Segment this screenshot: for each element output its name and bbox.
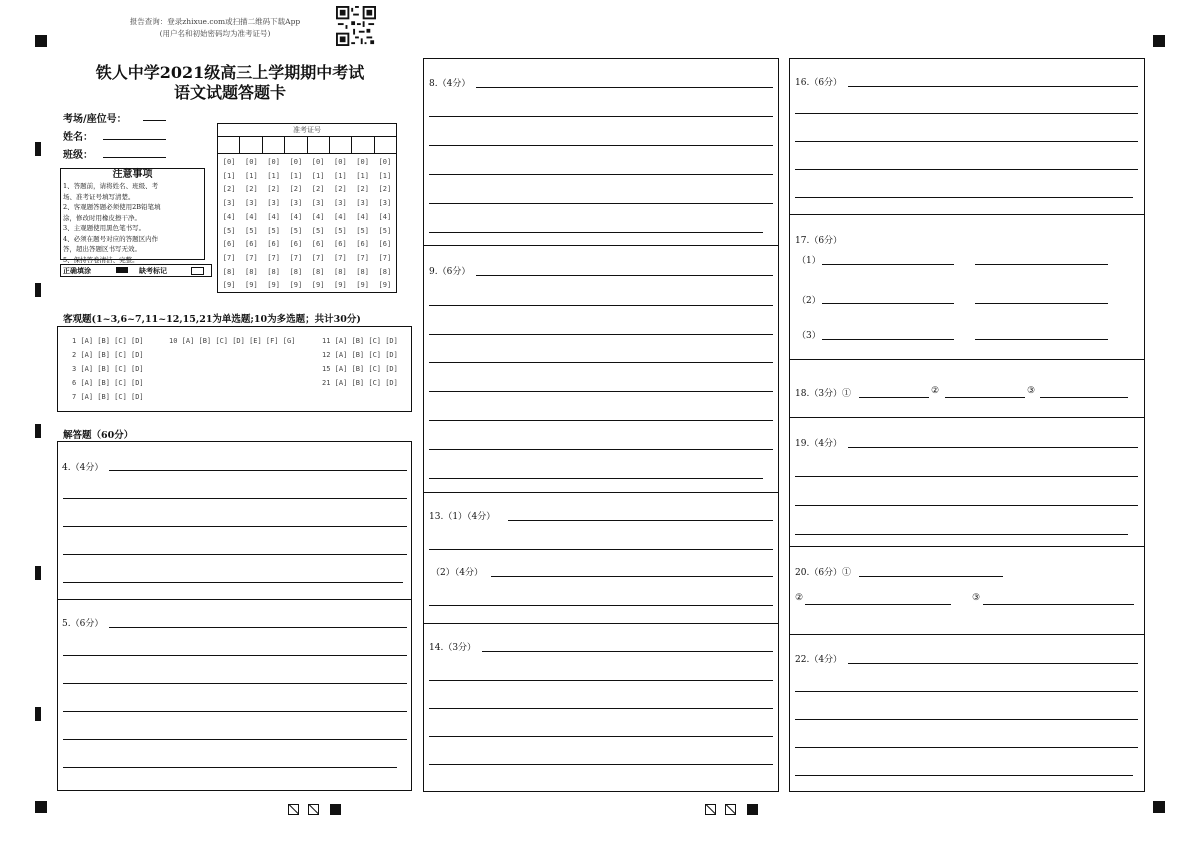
admission-digit-column	[329, 154, 351, 293]
timing-mark	[35, 566, 41, 580]
admission-digit-bubble[interactable]: [9]	[245, 281, 258, 290]
admission-digit-bubble[interactable]: [2]	[356, 185, 369, 194]
missing-mark-label: 缺考标记	[139, 266, 167, 275]
page-mark-empty	[288, 804, 299, 815]
exam-subtitle: 语文试题答题卡	[173, 83, 286, 102]
answer-line[interactable]	[975, 264, 1108, 265]
admission-digit-bubble[interactable]: [8]	[311, 267, 325, 276]
admission-digit-bubble[interactable]: [6]	[289, 240, 303, 249]
answer-line[interactable]	[795, 775, 1133, 776]
q17-2-label: （2）	[797, 296, 821, 306]
admission-digit-bubble[interactable]: [8]	[245, 267, 258, 276]
admission-digit-bubble[interactable]: [4]	[311, 212, 325, 221]
admission-digit-bubble[interactable]: [5]	[378, 226, 392, 235]
answer-line[interactable]	[983, 604, 1134, 605]
objective-answer-box	[57, 326, 412, 412]
class-label: 班级：	[63, 150, 93, 161]
admission-digit-bubble[interactable]: [7]	[267, 253, 280, 262]
q13-2-label: （2）（4分）	[431, 568, 483, 578]
q17-label: 17.（6分）	[795, 236, 843, 246]
answer-line[interactable]	[429, 116, 773, 117]
q18-b-label: ②	[931, 386, 940, 396]
admission-digit-bubble[interactable]: [7]	[334, 253, 347, 262]
objective-item[interactable]: 3 [A] [B] [C] [D]	[72, 365, 144, 373]
notice-line: 场、准考证号填写清楚。	[63, 192, 135, 201]
answer-line[interactable]	[429, 549, 773, 550]
answer-line[interactable]	[795, 113, 1138, 114]
answer-line[interactable]	[848, 86, 1138, 87]
correct-fill-sample	[116, 267, 128, 273]
admission-digit-bubble[interactable]: [4]	[245, 212, 258, 221]
page-mark-filled	[747, 804, 758, 815]
admission-write-cell[interactable]	[375, 137, 396, 153]
answer-line[interactable]	[429, 736, 773, 737]
timing-mark	[35, 707, 41, 721]
answer-line[interactable]	[429, 174, 773, 175]
answer-line[interactable]	[491, 576, 773, 577]
admission-digit-bubble[interactable]: [4]	[378, 212, 392, 221]
answer-line[interactable]	[429, 478, 763, 479]
admission-digit-bubble[interactable]: [9]	[378, 281, 392, 290]
answer-line[interactable]	[429, 449, 773, 450]
answer-line[interactable]	[476, 87, 773, 88]
page-mark-empty	[725, 804, 736, 815]
subjective-label: 解答题（60分）	[63, 430, 134, 441]
objective-item[interactable]: 7 [A] [B] [C] [D]	[72, 393, 144, 401]
timing-mark	[35, 283, 41, 297]
q4-label: 4.（4分）	[62, 463, 104, 473]
answer-line[interactable]	[508, 520, 773, 521]
notice-line: 涂，修改时用橡皮擦干净。	[63, 213, 141, 222]
admission-digit-bubble[interactable]: [2]	[311, 185, 325, 194]
answer-line[interactable]	[859, 576, 1003, 577]
objective-item[interactable]: 6 [A] [B] [C] [D]	[72, 379, 144, 387]
notice-line: 2、客观题答题必须使用2B铅笔填	[63, 203, 161, 211]
admission-digit-column	[374, 154, 396, 293]
admission-digit-bubble[interactable]: [4]	[334, 212, 347, 221]
admission-digit-bubble[interactable]: [7]	[356, 253, 369, 262]
admission-digit-column	[307, 154, 329, 293]
admission-digit-bubble[interactable]: [5]	[356, 226, 369, 235]
notice-line: 5、保持答卷清洁、完整。	[63, 255, 139, 264]
answer-line[interactable]	[429, 362, 773, 363]
corner-mark-top-right	[1153, 35, 1165, 47]
answer-line[interactable]	[476, 275, 773, 276]
q16-label: 16.（6分）	[795, 78, 843, 88]
admission-digit-bubble[interactable]: [4]	[267, 212, 280, 221]
panel-divider	[789, 214, 1145, 215]
admission-write-cell[interactable]	[218, 137, 240, 153]
admission-digit-bubble[interactable]: [0]	[334, 158, 347, 166]
notice-line: 4、必须在题号对应的答题区内作	[63, 234, 159, 243]
admission-write-row	[218, 137, 396, 154]
q5-label: 5.（6分）	[62, 619, 104, 629]
admission-digit-bubble[interactable]: [3]	[222, 199, 236, 208]
admission-digit-bubble[interactable]: [2]	[334, 185, 347, 194]
admission-digit-bubble[interactable]: [8]	[267, 267, 280, 276]
answer-line[interactable]	[822, 264, 954, 265]
correct-fill-label: 正确填涂	[63, 266, 91, 275]
answer-line[interactable]	[795, 169, 1138, 170]
notice-line: 3、主观题使用黑色笔书写。	[63, 224, 146, 232]
panel-divider	[423, 623, 779, 624]
admission-digit-bubble[interactable]: [8]	[356, 267, 369, 276]
q9-label: 9.（6分）	[429, 267, 471, 277]
answer-line[interactable]	[795, 141, 1138, 142]
corner-mark-bottom-left	[35, 801, 47, 813]
admission-digit-bubble[interactable]: [0]	[378, 158, 392, 166]
admission-digit-bubble[interactable]: [5]	[289, 226, 303, 235]
admission-digit-bubble[interactable]: [2]	[267, 185, 280, 194]
admission-digit-bubble[interactable]: [3]	[289, 199, 303, 208]
admission-bubble-grid	[218, 154, 396, 293]
admission-digit-bubble[interactable]: [5]	[311, 226, 325, 235]
admission-write-cell[interactable]	[240, 137, 262, 153]
panel-divider	[789, 546, 1145, 547]
name-label: 姓名：	[63, 132, 93, 143]
timing-mark	[35, 142, 41, 156]
admission-digit-bubble[interactable]: [4]	[356, 212, 369, 221]
admission-write-cell[interactable]	[330, 137, 352, 153]
answer-line[interactable]	[848, 663, 1138, 664]
admission-digit-bubble[interactable]: [0]	[267, 158, 280, 166]
admission-digit-bubble[interactable]: [5]	[267, 226, 280, 235]
admission-digit-bubble[interactable]: [7]	[289, 253, 303, 262]
answer-line[interactable]	[945, 397, 1025, 398]
admission-digit-bubble[interactable]: [9]	[289, 281, 303, 290]
answer-line[interactable]	[482, 651, 773, 652]
admission-digit-bubble[interactable]: [9]	[334, 281, 347, 290]
answer-line[interactable]	[429, 420, 773, 421]
answer-line[interactable]	[63, 711, 407, 712]
admission-digit-bubble[interactable]: [2]	[245, 185, 258, 194]
answer-line[interactable]	[429, 764, 773, 765]
admission-digit-bubble[interactable]: [5]	[245, 226, 258, 235]
admission-digit-bubble[interactable]: [2]	[378, 185, 392, 194]
answer-line[interactable]	[795, 719, 1138, 720]
answer-line[interactable]	[795, 476, 1138, 477]
page-mark-empty	[308, 804, 319, 815]
room-seat-label: 考场/座位号：	[63, 114, 127, 125]
admission-digit-bubble[interactable]: [2]	[222, 185, 236, 194]
q17-3-label: （3）	[797, 331, 821, 341]
admission-digit-bubble[interactable]: [6]	[245, 240, 258, 249]
admission-digit-bubble[interactable]: [1]	[245, 171, 258, 180]
panel-divider	[423, 492, 779, 493]
objective-item[interactable]: 15 [A] [B] [C] [D]	[322, 365, 398, 373]
admission-digit-bubble[interactable]: [0]	[222, 158, 236, 166]
report-sub: (用户名和初始密码均为准考证号)	[159, 29, 271, 38]
q13-1-label: 13.（1）（4分）	[429, 512, 496, 522]
answer-line[interactable]	[109, 627, 407, 628]
report-note	[100, 16, 330, 40]
q22-label: 22.（4分）	[795, 655, 843, 665]
missing-mark-box[interactable]	[191, 267, 204, 275]
notice-line: 1、答题前，请将姓名、班级、考	[63, 182, 159, 190]
objective-label: 客观题(1~3,6~7,11~12,15,21为单选题;10为多选题；共计30分)	[63, 314, 361, 325]
admission-digit-bubble[interactable]: [1]	[289, 171, 303, 180]
admission-write-cell[interactable]	[308, 137, 330, 153]
answer-line[interactable]	[63, 582, 403, 583]
report-line: 报告查询：登录zhixue.com或扫描二维码下载App	[129, 17, 301, 26]
answer-line[interactable]	[429, 605, 773, 606]
admission-digit-bubble[interactable]: [2]	[289, 185, 303, 194]
admission-write-cell[interactable]	[263, 137, 285, 153]
qr-code-icon	[336, 6, 376, 46]
admission-digit-bubble[interactable]: [6]	[311, 240, 325, 249]
admission-digit-bubble[interactable]: [7]	[222, 253, 236, 262]
answer-line[interactable]	[822, 339, 954, 340]
panel-divider	[789, 359, 1145, 360]
answer-line[interactable]	[63, 739, 407, 740]
panel-divider	[789, 634, 1145, 635]
admission-digit-bubble[interactable]: [5]	[222, 226, 236, 235]
admission-digit-bubble[interactable]: [4]	[289, 212, 303, 221]
answer-line[interactable]	[859, 397, 929, 398]
notice-title: 注意事项	[112, 169, 153, 180]
q20-b-label: ②	[795, 593, 804, 603]
answer-line[interactable]	[805, 604, 951, 605]
q14-label: 14.（3分）	[429, 643, 477, 653]
admission-digit-column	[263, 154, 285, 293]
exam-title: 铁人中学2021级高三上学期期中考试	[95, 63, 365, 82]
admission-digit-bubble[interactable]: [3]	[267, 199, 280, 208]
admission-digit-column	[240, 154, 262, 293]
answer-panel-middle	[423, 58, 779, 792]
admission-digit-column	[218, 154, 240, 293]
answer-line[interactable]	[429, 334, 773, 335]
answer-line[interactable]	[795, 534, 1128, 535]
admission-digit-bubble[interactable]: [9]	[356, 281, 369, 290]
admission-write-cell[interactable]	[285, 137, 307, 153]
objective-item[interactable]: 21 [A] [B] [C] [D]	[322, 379, 398, 387]
notice-box	[60, 168, 205, 264]
admission-digit-bubble[interactable]: [1]	[222, 171, 236, 180]
admission-digit-bubble[interactable]: [1]	[334, 171, 347, 180]
admission-digit-bubble[interactable]: [6]	[222, 240, 236, 249]
q8-label: 8.（4分）	[429, 79, 471, 89]
answer-line[interactable]	[795, 747, 1138, 748]
answer-line[interactable]	[429, 232, 763, 233]
class-field[interactable]	[103, 157, 166, 158]
objective-item[interactable]: 2 [A] [B] [C] [D]	[72, 351, 144, 359]
admission-digit-bubble[interactable]: [7]	[311, 253, 325, 262]
page-mark-filled	[330, 804, 341, 815]
admission-title: 准考证号	[218, 124, 396, 137]
admission-digit-bubble[interactable]: [8]	[289, 267, 303, 276]
panel-divider	[57, 599, 412, 600]
answer-line[interactable]	[109, 470, 407, 471]
admission-digit-bubble[interactable]: [0]	[289, 158, 303, 166]
answer-line[interactable]	[1040, 397, 1128, 398]
admission-digit-bubble[interactable]: [9]	[222, 281, 236, 290]
answer-line[interactable]	[429, 680, 773, 681]
objective-item[interactable]: 1 [A] [B] [C] [D]	[72, 337, 144, 345]
answer-line[interactable]	[795, 505, 1138, 506]
admission-digit-bubble[interactable]: [8]	[222, 267, 236, 276]
answer-line[interactable]	[63, 655, 407, 656]
admission-digit-bubble[interactable]: [3]	[245, 199, 258, 208]
objective-item[interactable]: 11 [A] [B] [C] [D]	[322, 337, 398, 345]
answer-line[interactable]	[795, 691, 1138, 692]
answer-line[interactable]	[429, 203, 773, 204]
answer-line[interactable]	[63, 498, 407, 499]
admission-write-cell[interactable]	[352, 137, 374, 153]
admission-digit-bubble[interactable]: [7]	[378, 253, 392, 262]
admission-number-grid	[217, 123, 397, 293]
admission-digit-bubble[interactable]: [6]	[356, 240, 369, 249]
admission-digit-column	[285, 154, 307, 293]
admission-digit-bubble[interactable]: [0]	[356, 158, 369, 166]
room-seat-field[interactable]	[143, 120, 166, 121]
q20-label: 20.（6分）①	[795, 568, 852, 578]
answer-line[interactable]	[975, 339, 1108, 340]
notice-line: 答，超出答题区书写无效。	[63, 245, 141, 253]
corner-mark-bottom-right	[1153, 801, 1165, 813]
admission-digit-bubble[interactable]: [7]	[245, 253, 258, 262]
admission-digit-bubble[interactable]: [9]	[311, 281, 325, 290]
answer-line[interactable]	[429, 708, 773, 709]
admission-digit-bubble[interactable]: [1]	[378, 171, 392, 180]
admission-digit-bubble[interactable]: [4]	[222, 212, 236, 221]
admission-digit-bubble[interactable]: [6]	[378, 240, 392, 249]
corner-mark-top-left	[35, 35, 47, 47]
answer-line[interactable]	[848, 447, 1138, 448]
answer-line[interactable]	[63, 767, 397, 768]
answer-line[interactable]	[429, 391, 773, 392]
admission-digit-bubble[interactable]: [8]	[378, 267, 392, 276]
admission-digit-bubble[interactable]: [3]	[311, 199, 325, 208]
admission-digit-bubble[interactable]: [8]	[334, 267, 347, 276]
admission-digit-bubble[interactable]: [1]	[356, 171, 369, 180]
answer-line[interactable]	[63, 683, 407, 684]
admission-digit-bubble[interactable]: [6]	[334, 240, 347, 249]
admission-digit-bubble[interactable]: [5]	[334, 226, 347, 235]
objective-item[interactable]: 10 [A] [B] [C] [D] [E] [F] [G]	[169, 337, 296, 345]
answer-line[interactable]	[975, 303, 1108, 304]
panel-divider	[423, 245, 779, 246]
fill-legend	[60, 264, 212, 277]
answer-line[interactable]	[63, 554, 407, 555]
answer-line[interactable]	[795, 197, 1133, 198]
q17-1-label: （1）	[797, 256, 821, 266]
admission-digit-bubble[interactable]: [1]	[311, 171, 325, 180]
timing-mark	[35, 424, 41, 438]
name-field[interactable]	[103, 139, 166, 140]
q18-label: 18.（3分）①	[795, 389, 852, 399]
admission-digit-bubble[interactable]: [3]	[378, 199, 392, 208]
admission-digit-bubble[interactable]: [1]	[267, 171, 280, 180]
answer-line[interactable]	[822, 303, 954, 304]
admission-digit-bubble[interactable]: [0]	[245, 158, 258, 166]
admission-digit-bubble[interactable]: [3]	[356, 199, 369, 208]
q18-c-label: ③	[1027, 386, 1036, 396]
admission-digit-column	[352, 154, 374, 293]
answer-line[interactable]	[429, 305, 773, 306]
q20-c-label: ③	[972, 593, 981, 603]
admission-digit-bubble[interactable]: [6]	[267, 240, 280, 249]
objective-item[interactable]: 12 [A] [B] [C] [D]	[322, 351, 398, 359]
answer-line[interactable]	[63, 526, 407, 527]
page-mark-empty	[705, 804, 716, 815]
admission-digit-bubble[interactable]: [0]	[311, 158, 325, 166]
admission-digit-bubble[interactable]: [9]	[267, 281, 280, 290]
answer-line[interactable]	[429, 145, 773, 146]
q19-label: 19.（4分）	[795, 439, 843, 449]
panel-divider	[789, 417, 1145, 418]
admission-digit-bubble[interactable]: [3]	[334, 199, 347, 208]
